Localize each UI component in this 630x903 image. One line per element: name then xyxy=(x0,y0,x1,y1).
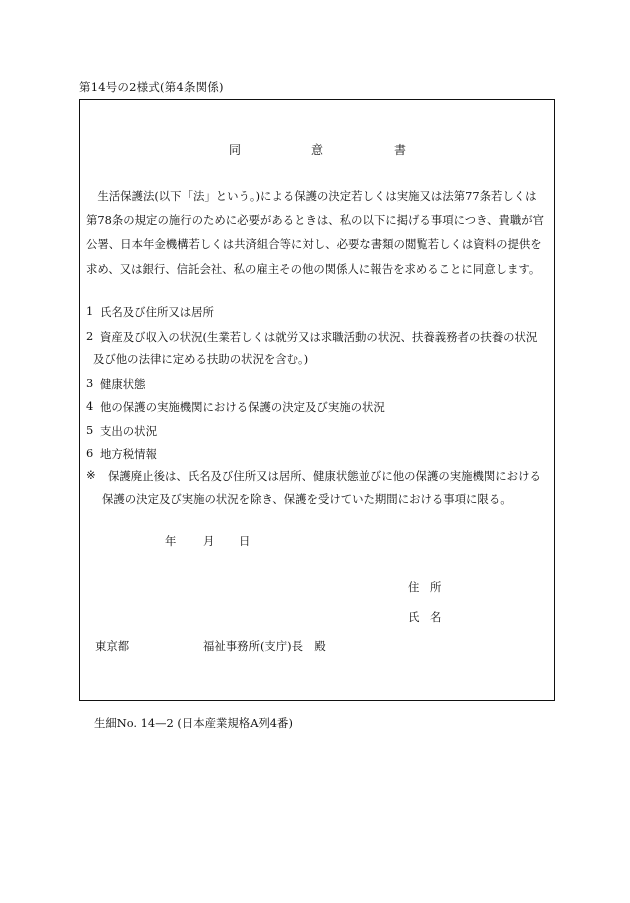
item-text: 健康状態 xyxy=(100,377,146,391)
address-label-char: 住 xyxy=(408,580,420,594)
address-label-char: 所 xyxy=(430,580,442,594)
title-char-2: 意 xyxy=(311,143,324,157)
item-number: 1 xyxy=(86,304,94,318)
note-text: 保護廃止後は、氏名及び住所又は居所、健康状態並びに他の保護の実施機関における xyxy=(108,469,541,483)
name-label-char: 氏 xyxy=(408,610,420,624)
date-day: 日 xyxy=(239,534,251,548)
note-mark: ※ xyxy=(86,468,96,482)
paragraph-line: 生活保護法(以下「法」という。)による保護の決定若しくは実施又は法第77条若しくは xyxy=(86,189,537,203)
item-number: 3 xyxy=(86,376,94,390)
addressee-office: 福祉事務所(支庁)長 殿 xyxy=(203,639,326,653)
item-text: 支出の状況 xyxy=(100,424,157,438)
date-year: 年 xyxy=(165,534,177,548)
name-label-char: 名 xyxy=(430,610,442,624)
form-number: 第14号の2様式(第4条関係) xyxy=(79,80,224,94)
item-text: 氏名及び住所又は居所 xyxy=(100,305,214,319)
title-char-1: 同 xyxy=(229,143,242,157)
item-text: 他の保護の実施機関における保護の決定及び実施の状況 xyxy=(100,400,385,414)
item-text: 地方税情報 xyxy=(100,447,157,461)
consent-paragraph xyxy=(86,184,548,281)
item-number: 2 xyxy=(86,329,94,343)
footer-note: 生細No. 14—2 (日本産業規格A列4番) xyxy=(94,716,293,730)
date-month: 月 xyxy=(203,534,215,548)
item-number: 5 xyxy=(86,423,94,437)
item-continuation: 及び他の法律に定める扶助の状況を含む。) xyxy=(93,352,309,366)
item-number: 6 xyxy=(86,446,94,460)
note-continuation: 保護の決定及び実施の状況を除き、保護を受けていた期間における事項に限る。 xyxy=(102,492,512,506)
addressee-city: 東京都 xyxy=(95,639,130,653)
title-char-3: 書 xyxy=(394,143,407,157)
item-text: 資産及び収入の状況(生業若しくは就労又は求職活動の状況、扶養義務者の扶養の状況 xyxy=(100,330,538,344)
paragraph-line: 求め、又は銀行、信託会社、私の雇主その他の関係人に報告を求めることに同意します。 xyxy=(86,261,541,276)
item-number: 4 xyxy=(86,399,94,413)
paragraph-line: 公署、日本年金機構若しくは共済組合等に対し、必要な書類の閲覧若しくは資料の提供を xyxy=(86,237,542,252)
paragraph-line: 第78条の規定の施行のために必要があるときは、私の以下に掲げる事項につき、貴職が官 xyxy=(86,213,545,228)
